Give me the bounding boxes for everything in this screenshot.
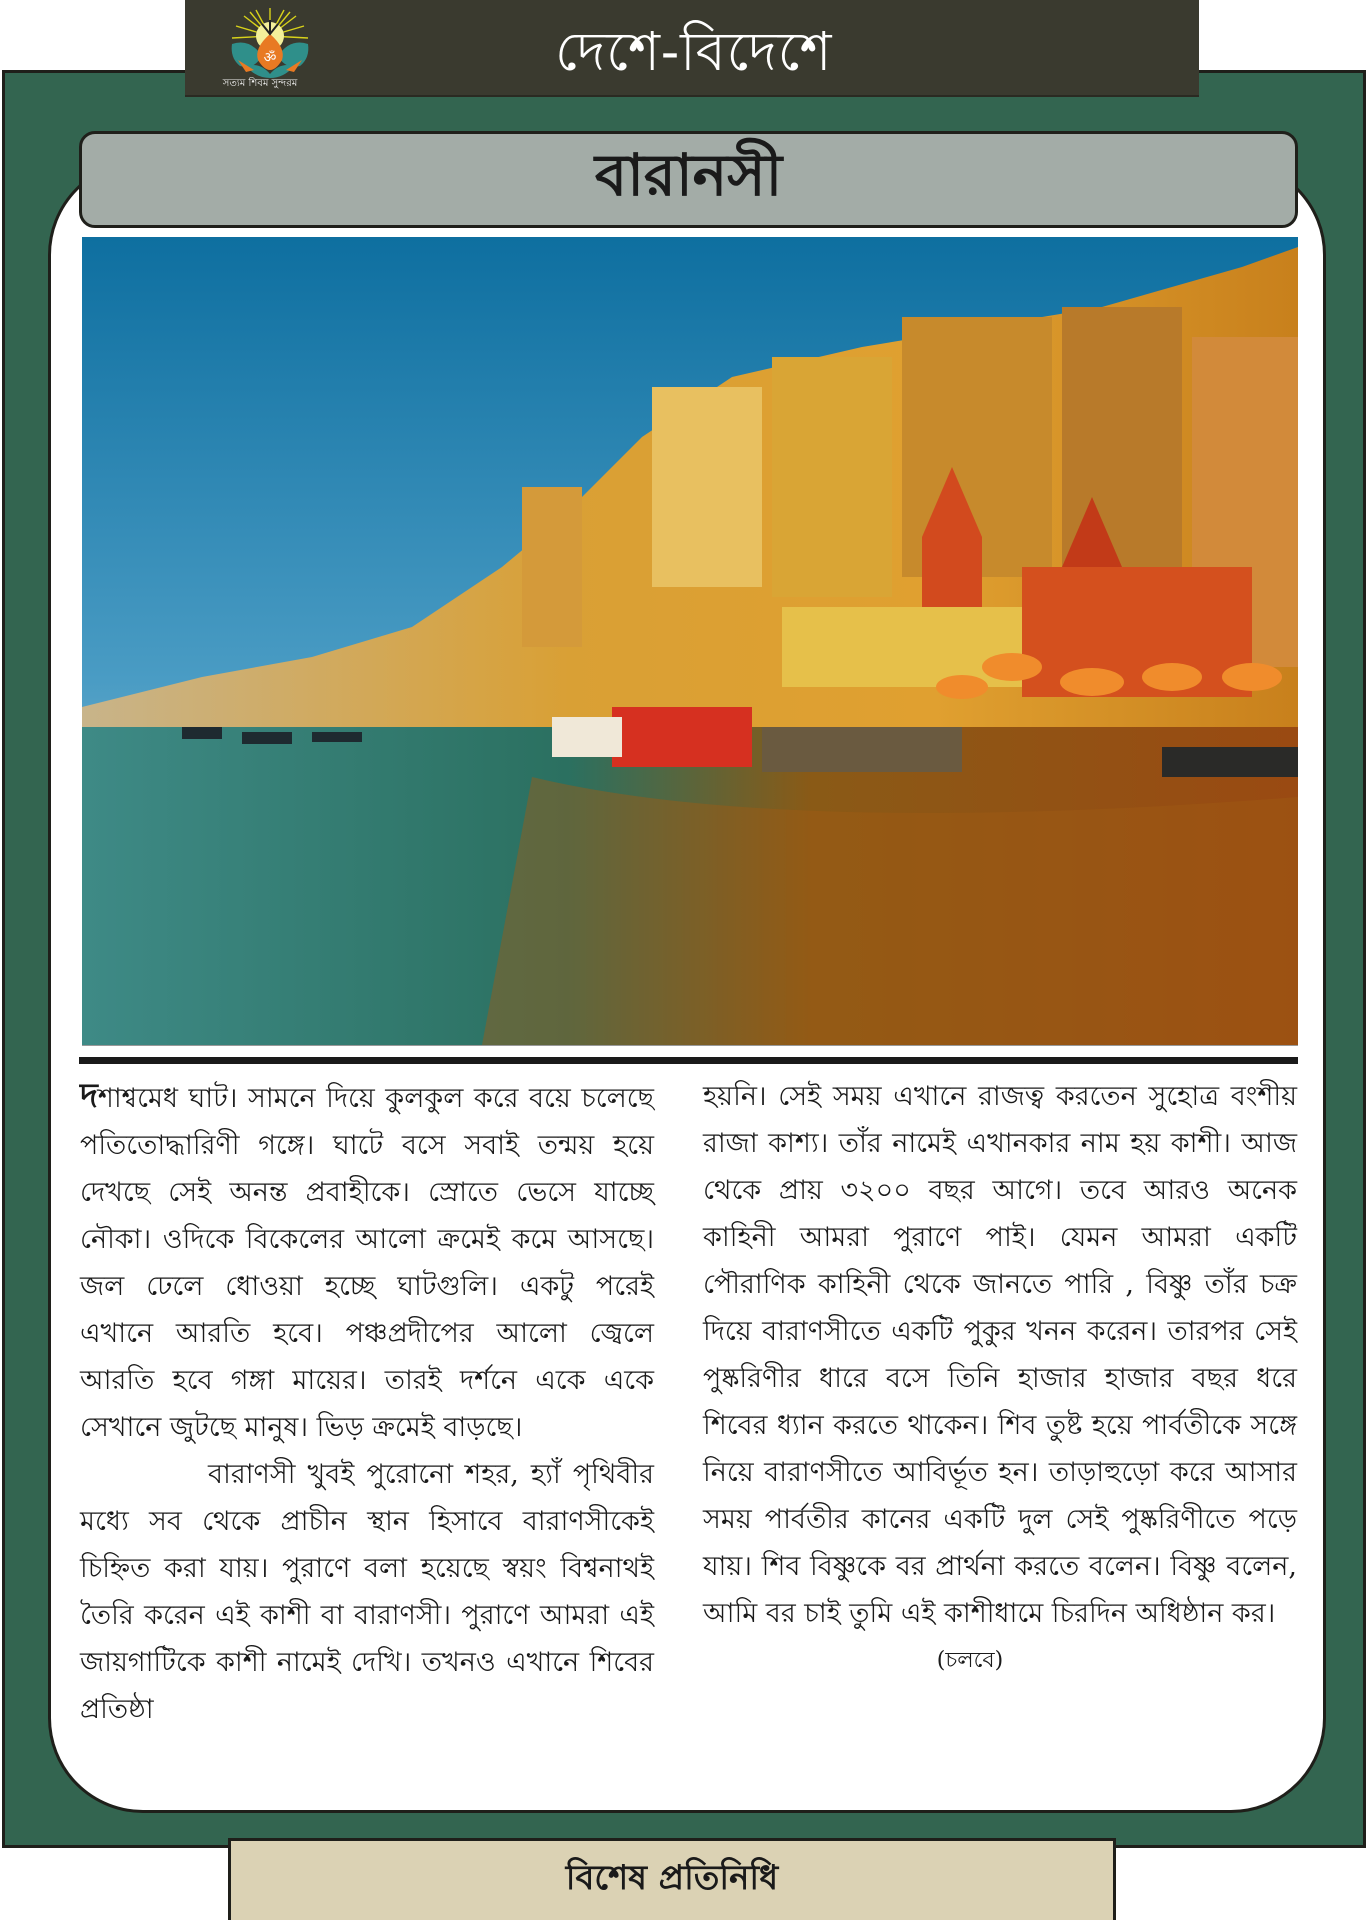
logo-caption: সত্যম শিবম সুন্দরম xyxy=(222,78,298,89)
svg-text:ॐ: ॐ xyxy=(263,50,277,66)
article-column-left xyxy=(80,1073,654,1733)
paragraph-1 xyxy=(80,1073,654,1451)
dropcap: দ xyxy=(80,1076,98,1116)
paragraph-3: হয়নি। সেই সময় এখানে রাজত্ব করতেন সুহোত্র বংশীয় রাজা কাশ্য। তাঁর নামেই এখানকার নাম হয় কাশী। আজ থেকে প্রায় ৩২০০ বছর আগে। তবে আরও অনেক কাহিনী আমরা পুরাণে পাই। যেমন আমরা একটি পৌরাণিক কাহিনী থেকে জানতে পারি , বিষ্ণু তাঁর চক্র দিয়ে বারাণসীতে একটি পুকুর খনন করেন। তারপর সেই পুষ্করিণীর ধারে বসে তিনি হাজার হাজার বছর ধরে শিবের ধ্যান করতে থাকেন। শিব তুষ্ট হয়ে পার্বতীকে সঙ্গে নিয়ে বারাণসীতে আবির্ভূত হন। তাড়াহুড়ো করে আসার সময় পার্বতীর কানের একটি দুল সেই পুষ্করিণীতে পড়ে যায়। শিব বিষ্ণুকে বর প্রার্থনা করতে বলেন। বিষ্ণু বলেন, আমি বর চাই তুমি এই কাশীধামে চিরদিন অধিষ্ঠান কর। xyxy=(703,1081,1297,1629)
section-title: দেশে-বিদেশে xyxy=(555,20,833,83)
article-title-bar xyxy=(79,131,1298,228)
continued-label: (চলবে) xyxy=(936,1648,1004,1673)
article-title: বারানসী xyxy=(594,141,783,209)
byline-box xyxy=(228,1838,1116,1920)
divider-rule xyxy=(79,1057,1298,1064)
byline-author: বিশেষ প্রতিনিধি xyxy=(565,1858,779,1898)
paragraph-2: বারাণসী খুবই পুরোনো শহর, হ্যাঁ পৃথিবীর মধ্যে সব থেকে প্রাচীন স্থান হিসাবে বারাণসীকেই চিহ্নিত করা যায়। পুরাণে বলা হয়েছে স্বয়ং বিশ্বনাথই তৈরি করেন এই কাশী বা বারাণসী। পুরাণে আমরা এই জায়গাটিকে কাশী নামেই দেখি। তখনও এখানে শিবের প্রতিষ্ঠা xyxy=(80,1459,654,1725)
article-photo xyxy=(82,237,1298,1046)
article-column-right xyxy=(703,1073,1297,1684)
section-header xyxy=(185,0,1199,97)
paragraph-1-text: শাশ্বমেধ ঘাট। সামনে দিয়ে কুলকুল করে বয়ে চলেছে পতিতোদ্ধারিণী গঙ্গে। ঘাটে বসে সবাই তন্ময় হয়ে দেখছে সেই অনন্ত প্রবাহীকে। স্রোতে ভেসে যাচ্ছে নৌকা। ওদিকে বিকেলের আলো ক্রমেই কমে আসছে। জল ঢেলে ধোওয়া হচ্ছে ঘাটগুলি। একটু পরেই এখানে আরতি হবে। পঞ্চপ্রদীপের আলো জ্বেলে আরতি হবে গঙ্গা মায়ের। তারই দর্শনে একে একে সেখানে জুটছে মানুষ। ভিড় ক্রমেই বাড়ছে। xyxy=(80,1083,654,1443)
